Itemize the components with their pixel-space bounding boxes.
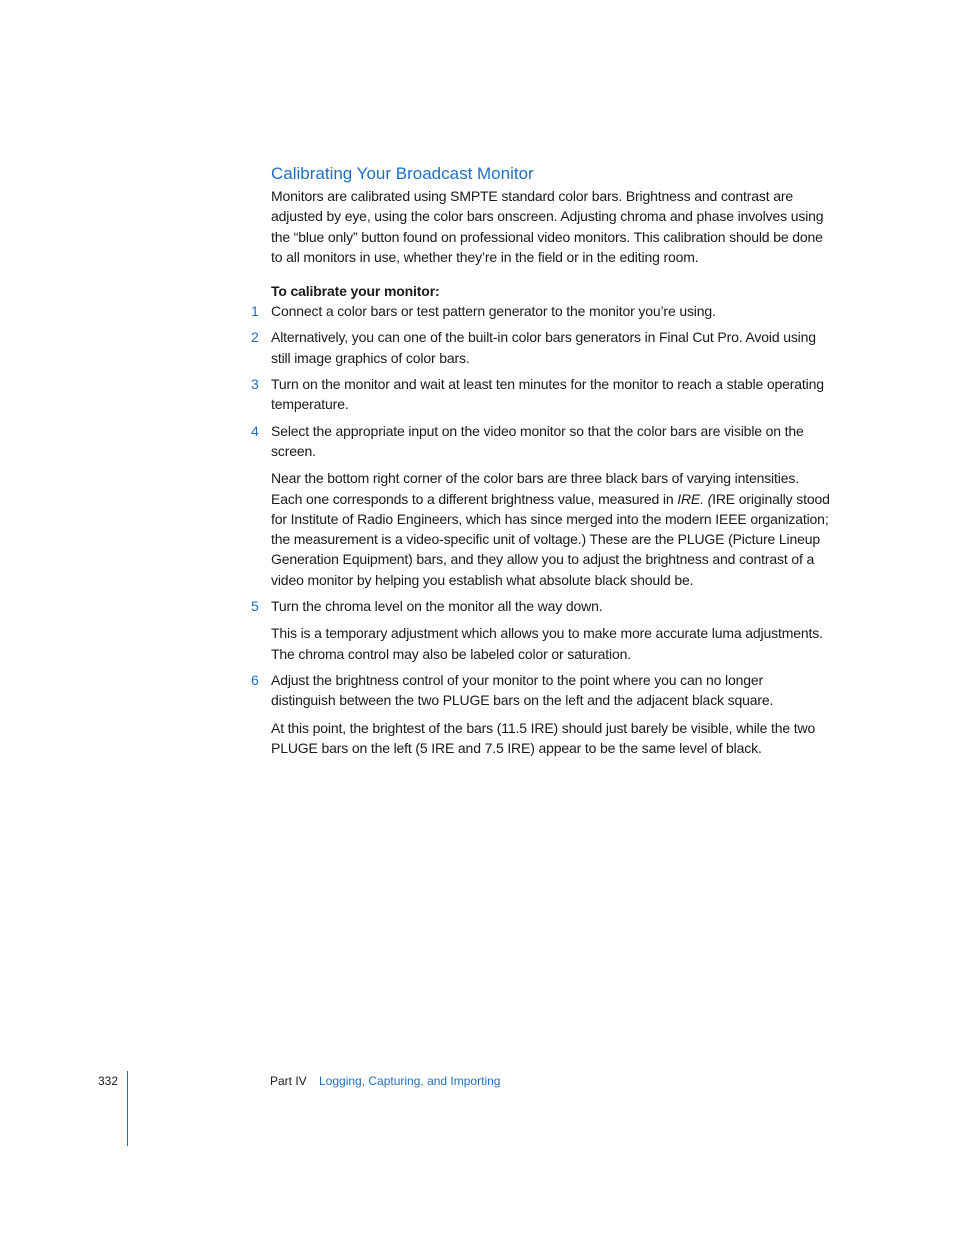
step-note: This is a temporary adjustment which allows you to make more accurate luma adjustments. The chroma control may also be labeled color or saturation. — [271, 625, 823, 662]
step-2 — [251, 327, 831, 368]
step-number: 3 — [251, 376, 259, 393]
step-3 — [251, 374, 831, 415]
step-6 — [251, 670, 831, 758]
step-number: 2 — [251, 329, 259, 346]
step-5 — [251, 596, 831, 664]
note-text: IRE originally stood for Institute of Radio Engineers, which has since merged into the modern IEEE organization; the measurement is a video-specific unit of voltage.) These are the PLUGE (Picture Lineup Generation Equipment) bars, and they allow you to adjust the brightness and contrast of a video monitor by helping you establish what absolute black should be. — [271, 490, 830, 588]
step-number: 5 — [251, 598, 259, 615]
step-number: 1 — [251, 303, 259, 320]
footer-divider — [127, 1071, 128, 1146]
step-text: Select the appropriate input on the video monitor so that the color bars are visible on the screen. — [271, 422, 804, 459]
page-content — [251, 163, 831, 764]
page-number: 332 — [98, 1074, 119, 1088]
procedure-steps — [251, 301, 831, 758]
step-text: Adjust the brightness control of your monitor to the point where you can no longer distinguish between the two PLUGE bars on the left and the adjacent black square. — [271, 671, 774, 709]
step-number: 6 — [251, 671, 259, 688]
footer-part-label: Part IV — [270, 1074, 307, 1088]
note-text: Near the bottom right corner of the color bars are three black bars of varying intensities. Each one corresponds to a different brightness value, measured in — [271, 470, 799, 507]
step-text: Alternatively, you can one of the built-in color bars generators in Final Cut Pro. Avoid using still image graphics of color bars. — [271, 329, 816, 366]
procedure-heading: To calibrate your monitor: — [271, 283, 440, 300]
step-text: Turn the chroma level on the monitor all the way down. — [271, 598, 603, 615]
step-text: Connect a color bars or test pattern generator to the monitor you’re using. — [271, 303, 716, 320]
section-title: Calibrating Your Broadcast Monitor — [271, 164, 534, 183]
step-text: Turn on the monitor and wait at least ten minutes for the monitor to reach a stable operating temperature. — [271, 376, 824, 413]
step-1 — [251, 301, 831, 321]
step-note — [271, 468, 831, 590]
step-4 — [251, 421, 831, 590]
step-note: At this point, the brightest of the bars (11.5 IRE) should just barely be visible, while the two PLUGE bars on the left (5 IRE and 7.5 IRE) appear to be the same level of black. — [271, 719, 816, 756]
intro-paragraph: Monitors are calibrated using SMPTE standard color bars. Brightness and contrast are adjusted by eye, using the color bars onscreen. Adjusting chroma and phase involves using the “blue only” button found on professional video monitors. This calibration should be done to all monitors in use, whether they’re in the field or in the editing room. — [271, 188, 824, 265]
footer-chapter-link[interactable]: Logging, Capturing, and Importing — [319, 1074, 501, 1088]
step-number: 4 — [251, 422, 259, 439]
note-emphasis: IRE. ( — [677, 490, 713, 507]
